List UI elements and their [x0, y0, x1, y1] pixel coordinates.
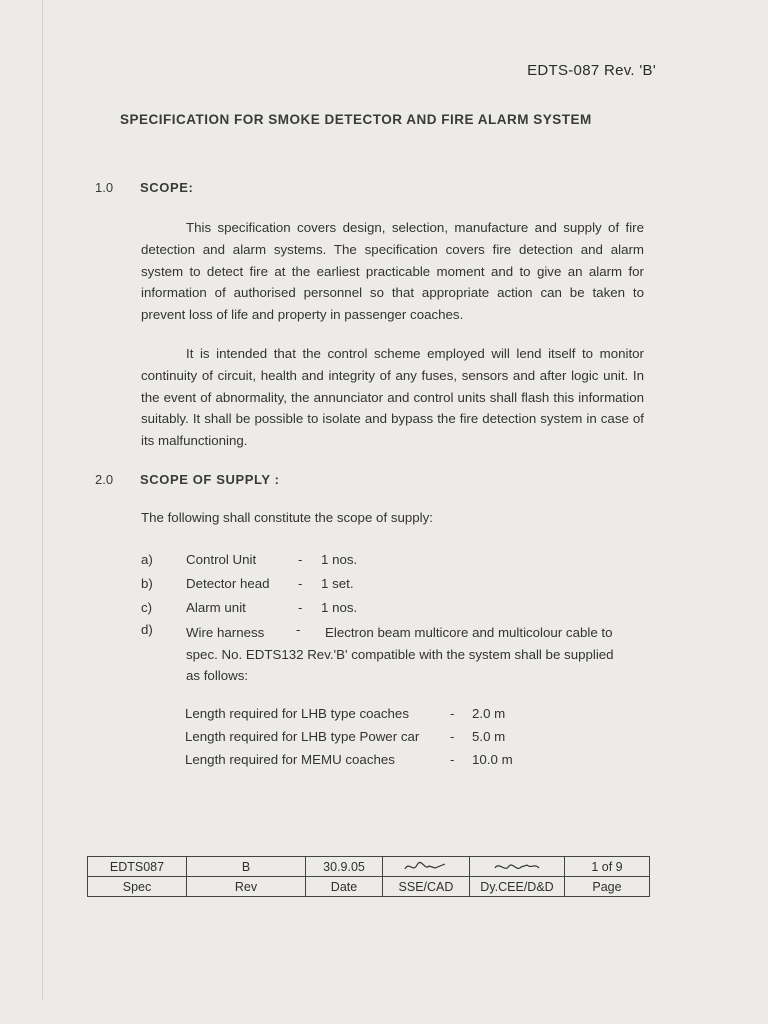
supply-item-dash: -	[298, 600, 303, 615]
supply-item-qty: 1 nos.	[321, 600, 358, 615]
scope-paragraph-2: It is intended that the control scheme employed will lend itself to monitor continuity of circuit, health and integrity of any fuses, sensors and after logic unit. In the event of abnormality, the annunciator and control units shall flash this information suitably. It shall be possible to isolate and bypass the fire detection system in case of its malfunctioning.	[141, 346, 644, 449]
length-name: Length required for LHB type coaches	[185, 706, 409, 721]
sse-label: SSE/CAD	[383, 877, 470, 897]
length-dash: -	[450, 729, 455, 744]
page-value: 1 of 9	[565, 857, 650, 877]
section-2-heading: SCOPE OF SUPPLY :	[140, 472, 280, 487]
page-label: Page	[565, 877, 650, 897]
document-title: SPECIFICATION FOR SMOKE DETECTOR AND FIRE ALARM SYSTEM	[120, 112, 592, 127]
section-2-number: 2.0	[95, 472, 114, 487]
date-value: 30.9.05	[306, 857, 383, 877]
section-1-heading: SCOPE:	[140, 180, 194, 195]
supply-item-qty: 1 set.	[321, 576, 354, 591]
sse-signature	[383, 857, 470, 877]
supply-item-name: Detector head	[186, 576, 270, 591]
signature-icon	[401, 859, 451, 875]
wire-harness-text: Electron beam multicore and multicolour cable to spec. No. EDTS132 Rev.'B' compatible with the system shall be supplied as follows:	[186, 625, 614, 683]
supply-item-label: a)	[141, 552, 153, 567]
dycee-label: Dy.CEE/D&D	[470, 877, 565, 897]
length-dash: -	[450, 706, 455, 721]
control-labels-row	[88, 877, 650, 897]
page-edge-rule	[42, 0, 43, 1000]
length-value: 5.0 m	[472, 729, 506, 744]
length-name: Length required for MEMU coaches	[185, 752, 395, 767]
spec-label: Spec	[88, 877, 187, 897]
wire-harness-name: Wire harness	[186, 625, 265, 640]
wire-harness-dash: -	[296, 622, 301, 637]
rev-label: Rev	[187, 877, 306, 897]
document-control-table	[87, 856, 650, 897]
length-dash: -	[450, 752, 455, 767]
supply-item-dash: -	[298, 552, 303, 567]
supply-item-dash: -	[298, 576, 303, 591]
date-label: Date	[306, 877, 383, 897]
supply-item-label: d)	[141, 622, 153, 637]
length-value: 10.0 m	[472, 752, 513, 767]
length-name: Length required for LHB type Power car	[185, 729, 420, 744]
signature-icon	[489, 859, 545, 875]
spec-value: EDTS087	[88, 857, 187, 877]
supply-intro: The following shall constitute the scope of supply:	[141, 510, 433, 525]
supply-item-label: c)	[141, 600, 153, 615]
supply-item-label: b)	[141, 576, 153, 591]
supply-item-name: Alarm unit	[186, 600, 246, 615]
supply-item-name: Control Unit	[186, 552, 257, 567]
scope-paragraph-1: This specification covers design, selection, manufacture and supply of fire detection and alarm systems. The specification covers fire detection and alarm system to detect fire at the earliest practicable moment and to give an alarm for information of authorised personnel so that appropriate action can be taken to prevent loss of life and property in passenger coaches.	[141, 220, 644, 323]
section-1-number: 1.0	[95, 180, 114, 195]
document-reference: EDTS-087 Rev. 'B'	[527, 62, 656, 79]
rev-value: B	[187, 857, 306, 877]
dycee-signature	[470, 857, 565, 877]
length-value: 2.0 m	[472, 706, 506, 721]
control-values-row	[88, 857, 650, 877]
wire-harness-description	[186, 622, 631, 687]
supply-item-qty: 1 nos.	[321, 552, 358, 567]
